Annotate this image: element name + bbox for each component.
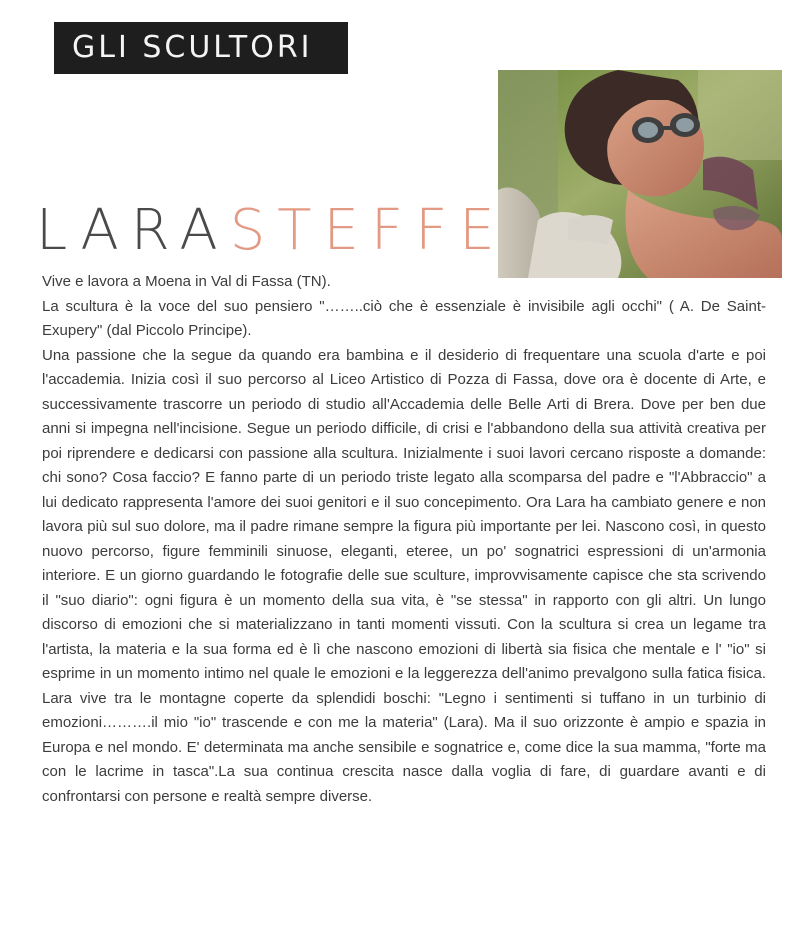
artist-photo-image	[498, 70, 782, 278]
artist-photo	[498, 70, 782, 278]
artist-last-name: STEFFE	[229, 198, 507, 263]
artist-name-heading	[36, 196, 507, 266]
section-banner	[54, 22, 348, 74]
biography-paragraph: Una passione che la segue da quando era bambina e il desiderio di frequentare una scuola d'arte e poi l'accademia. Inizia così il suo percorso al Liceo Artistico di Pozza di Fassa, dove ora è docente di Arte, e successivamente trascorre un periodo di studio all'Accademia delle Belle Arti di Brera. Dove per ben due anni si impegna nell'incisione. Segue un periodo difficile, di crisi e l'abbandono della sua attività creativa per poi riprendere e dedicarsi con passione alla scultura. Inizialmente i suoi lavori cercano risposte a domande: chi sono? Cosa faccio? E fanno parte di un periodo triste legato alla scomparsa del padre e "l'Abbraccio" a lui dedicato rappresenta l'amore dei suoi genitori e il suo concepimento. Ora Lara ha cambiato genere e non lavora più sul suo dolore, ma il padre rimane sempre la figura più importante per lei. Nascono così, in questo nuovo percorso, figure femminili sinuose, eleganti, eteree, un po' sognatrici espressioni di un'armonia interiore. E un giorno guardando le fotografie delle sue sculture, improvvisamente capisce che sta scrivendo il "suo diario": ogni figura è un momento della sua vita, è "se stessa" in rapporto con gli altri. Un lungo discorso di emozioni che si materializzano in tanti momenti vissuti. Con la scultura si crea un legame tra l'artista, la materia e la sua forma ed è lì che nascono emozioni di libertà sia fisica che mentale e l' "io" si esprime in un momento intimo nel quale le emozioni e la leggerezza dell'animo prevalgono sulla fatica fisica. Lara vive tra le montagne coperte da splendidi boschi: "Legno i sentimenti si tuffano in un turbinio di emozioni……….il mio "io" trascende e con me la materia" (Lara). Ma il suo orizzonte è ampio e spazia in Europa e nel mondo. E' determinata ma anche sensibile e sognatrice e, come dice la sua mamma, "forte ma con le lacrime in tasca".La sua continua crescita nasce dalla voglia di fare, di guardare avanti e di confrontarsi con persone e realtà sempre diverse.	[42, 346, 766, 805]
biography-text	[42, 270, 766, 809]
section-label: GLI SCULTORI	[72, 30, 313, 65]
artist-first-name: LARA	[36, 198, 230, 263]
biography-paragraph: La scultura è la voce del suo pensiero "……..ciò che è essenziale è invisibile agli occhi" ( A. De Saint-Exupery" (dal Piccolo Principe).	[42, 297, 766, 339]
biography-paragraph: Vive e lavora a Moena in Val di Fassa (TN).	[42, 273, 331, 290]
